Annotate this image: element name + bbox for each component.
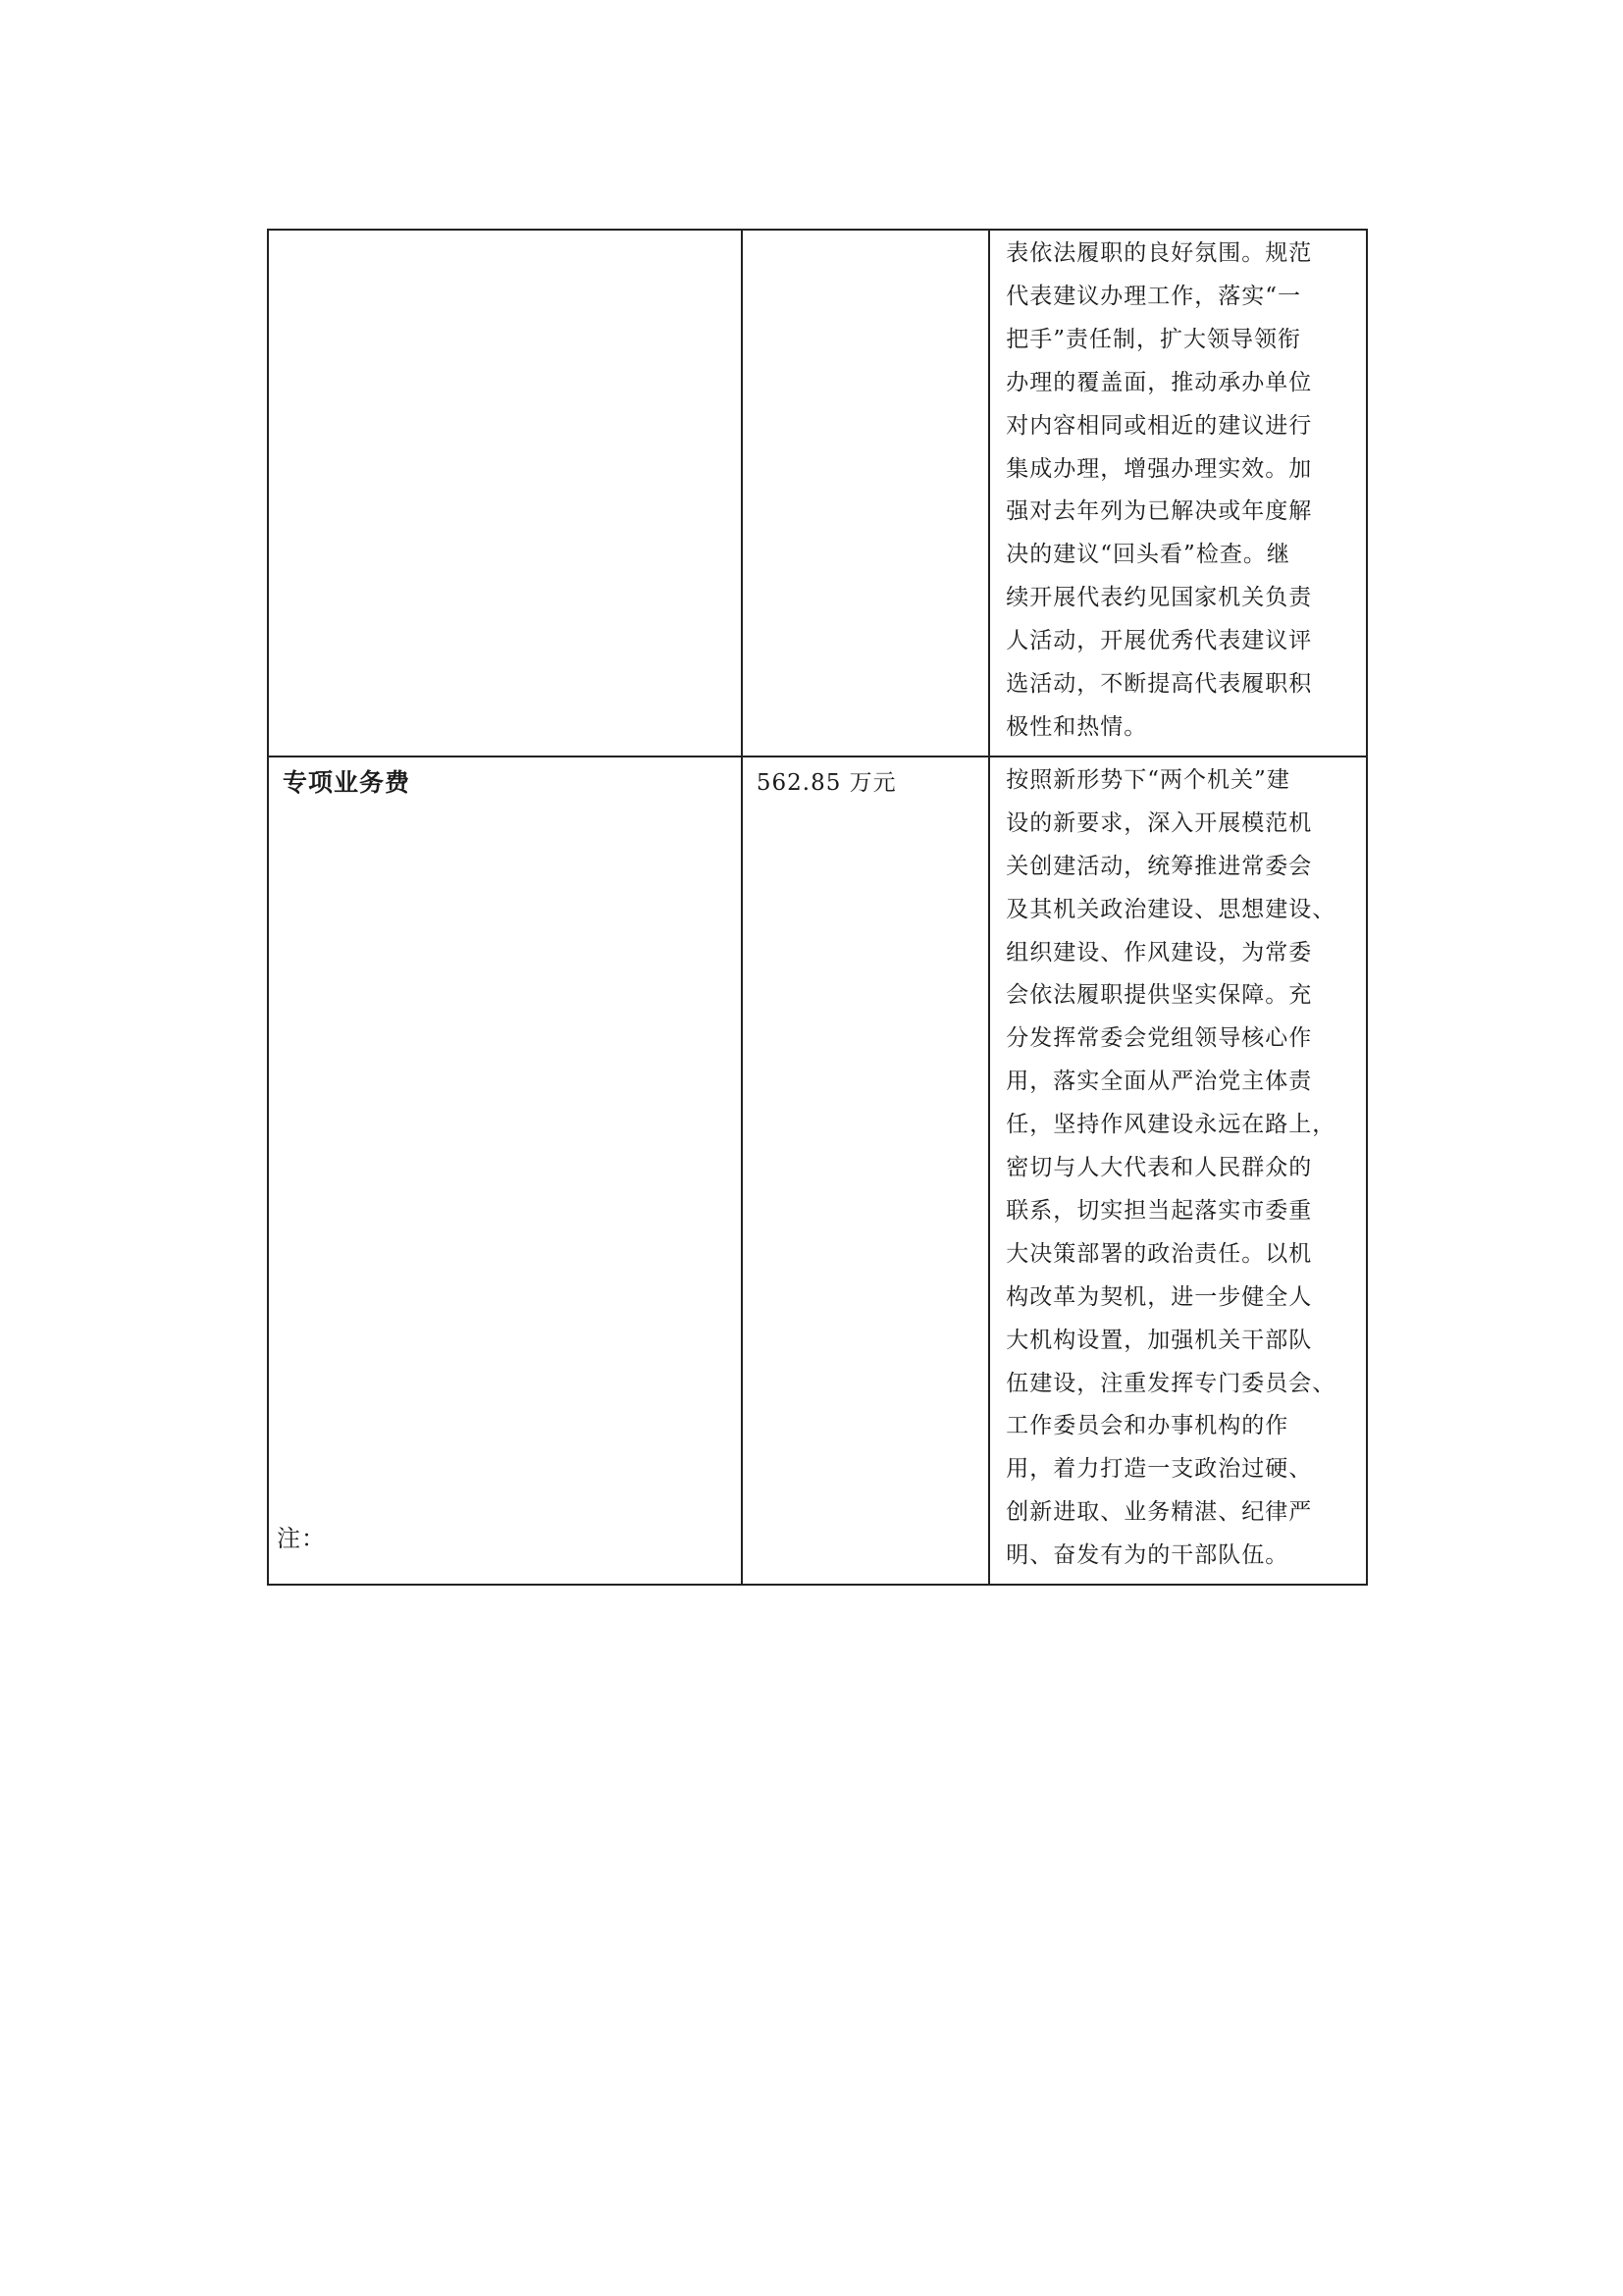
item-name-cell [268,230,742,757]
description-line: 关创建活动，统筹推进常委会 [1006,853,1313,879]
description-line: 设的新要求，深入开展模范机 [1006,809,1313,836]
description-line: 对内容相同或相近的建议进行 [1006,412,1313,439]
description-line: 创新进取、业务精湛、纪律严 [1006,1499,1313,1526]
description-line: 把手”责任制，扩大领导领衔 [1006,326,1302,352]
description-line: 工作委员会和办事机构的作 [1006,1413,1289,1439]
description-line: 分发挥常委会党组领导核心作 [1006,1025,1313,1052]
description-line: 构改革为契机，进一步健全人 [1006,1283,1313,1310]
budget-table [267,229,1368,1586]
description-line: 办理的覆盖面，推动承办单位 [1006,369,1313,395]
description-line: 人活动，开展优秀代表建议评 [1006,628,1313,654]
item-amount: 562.85 万元 [756,769,897,796]
item-name-cell [268,757,742,1585]
description-line: 会依法履职提供坚实保障。充 [1006,982,1313,1009]
item-description [990,757,1366,1584]
description-line: 伍建设，注重发挥专门委员会、 [1006,1370,1336,1396]
description-line: 极性和热情。 [1006,713,1148,740]
description-line: 续开展代表约见国家机关负责 [1006,585,1313,611]
amount-cell [742,230,989,757]
item-name: 专项业务费 [283,767,411,797]
description-line: 明、奋发有为的干部队伍。 [1006,1542,1289,1569]
description-line: 强对去年列为已解决或年度解 [1006,498,1313,525]
description-cell [989,757,1367,1585]
description-line: 用，着力打造一支政治过硬、 [1006,1456,1313,1483]
description-line: 联系，切实担当起落实市委重 [1006,1197,1313,1224]
description-line: 用，落实全面从严治党主体责 [1006,1069,1313,1095]
item-name [269,231,741,238]
description-line: 密切与人大代表和人民群众的 [1006,1155,1313,1181]
item-amount [743,231,988,238]
description-line: 集成办理，增强办理实效。加 [1006,455,1313,482]
description-line: 组织建设、作风建设，为常委 [1006,939,1313,965]
description-line: 任，坚持作风建设永远在路上， [1006,1112,1336,1138]
description-line: 按照新形势下“两个机关”建 [1006,766,1290,793]
description-line: 选活动，不断提高代表履职积 [1006,671,1313,698]
description-line: 及其机关政治建设、思想建设、 [1006,896,1336,922]
table-row [268,757,1367,1585]
description-line: 决的建议“回头看”检查。继 [1006,542,1290,568]
description-line: 大机构设置，加强机关干部队 [1006,1327,1313,1353]
description-line: 表依法履职的良好氛围。规范 [1006,240,1313,266]
description-line: 大决策部署的政治责任。以机 [1006,1240,1313,1267]
description-line: 代表建议办理工作，落实“一 [1006,283,1302,309]
note-label: 注： [277,1525,326,1552]
description-cell [989,230,1367,757]
table-row [268,230,1367,757]
item-description [990,231,1366,756]
amount-cell [742,757,989,1585]
